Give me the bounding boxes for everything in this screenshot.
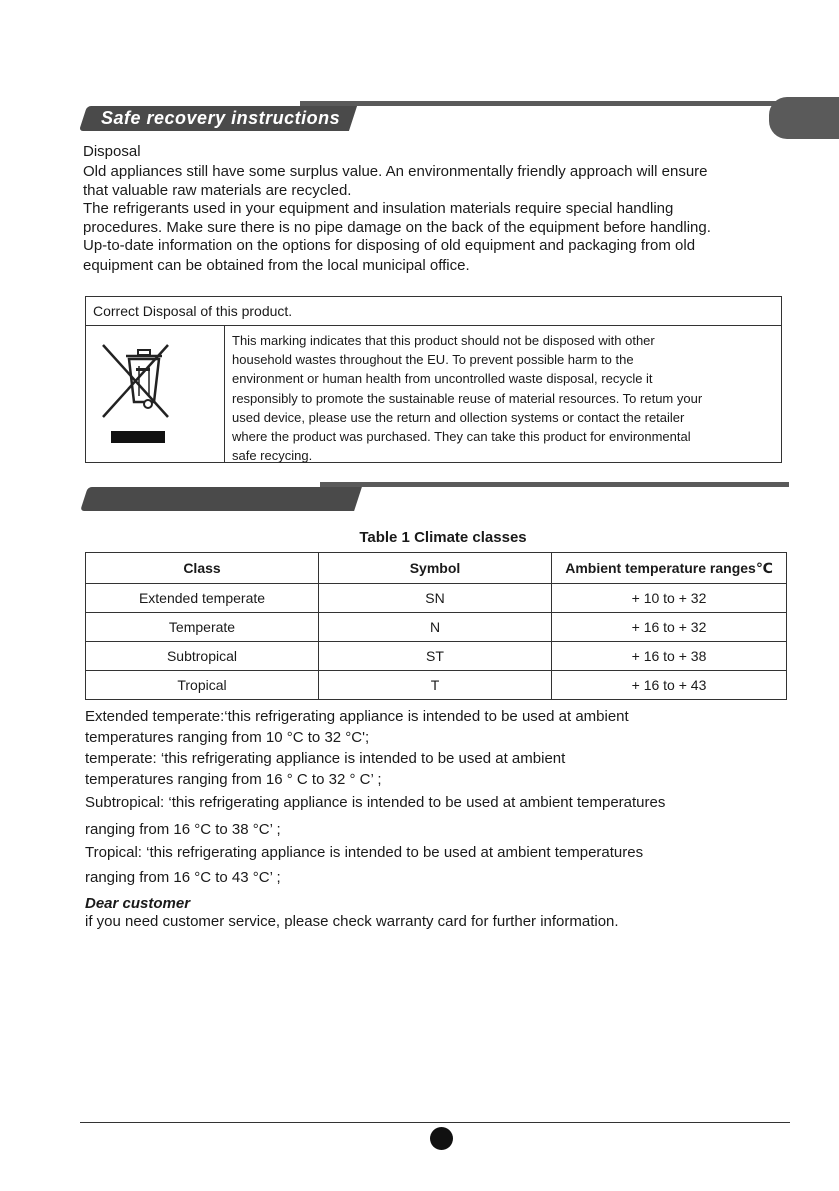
climate-note-line: Subtropical: ‘this refrigerating appliance is intended to be used at ambient temperatures	[85, 794, 666, 811]
header-temperature: Ambient temperature ranges℃	[552, 553, 787, 584]
cell-temperature: + 10 to + 32	[552, 584, 787, 613]
section1-rule	[300, 101, 789, 106]
climate-table	[85, 552, 787, 700]
disposal-heading: Disposal	[83, 143, 141, 160]
disposal-box-line: This marking indicates that this product should not be disposed with other	[232, 333, 655, 348]
dear-customer-text: if you need customer service, please check warranty card for further information.	[85, 913, 619, 930]
disposal-box-line: responsibly to promote the sustainable reuse of material resources. To retum your	[232, 390, 703, 406]
disposal-box-line: safe recycing.	[232, 448, 313, 464]
disposal-line: procedures. Make sure there is no pipe damage on the back of the equipment before handling.	[83, 219, 711, 236]
disposal-line: that valuable raw materials are recycled.	[83, 182, 352, 199]
weee-crossed-bin-icon	[86, 326, 225, 463]
disposal-box-line: used device, please use the return and ollection systems or contact the retailer	[232, 409, 685, 425]
weee-icon-cell	[86, 326, 225, 463]
disposal-line: Up-to-date information on the options for disposing of old equipment and packaging from old	[83, 237, 696, 254]
cell-temperature: + 16 to + 32	[552, 613, 787, 642]
section1-title: Safe recovery instructions	[101, 108, 341, 128]
disposal-box-line: household wastes throughout the EU. To prevent possible harm to the	[232, 352, 634, 368]
table-row	[86, 613, 787, 642]
table-row	[86, 671, 787, 700]
disposal-line: The refrigerants used in your equipment and insulation materials require special handling	[83, 200, 674, 217]
cell-symbol: ST	[319, 642, 552, 671]
side-tab	[769, 97, 839, 139]
disposal-box	[85, 296, 782, 463]
climate-table-title: Table 1 Climate classes	[359, 529, 527, 546]
section2-rule	[320, 482, 789, 487]
table-header-row	[86, 553, 787, 584]
section1-banner	[79, 106, 357, 131]
table-row	[86, 584, 787, 613]
dear-customer-title: Dear customer	[85, 895, 191, 912]
cell-symbol: T	[319, 671, 552, 700]
disposal-line: equipment can be obtained from the local municipal office.	[83, 257, 470, 274]
header-class: Class	[86, 553, 319, 584]
disposal-box-header: Correct Disposal of this product.	[86, 297, 781, 326]
header-symbol: Symbol	[319, 553, 552, 584]
climate-note-line: temperate: ‘this refrigerating appliance is intended to be used at ambient	[85, 750, 566, 767]
climate-note-line: temperatures ranging from 10 °C to 32 °C';	[85, 729, 370, 746]
cell-class: Temperate	[86, 613, 319, 642]
cell-class: Tropical	[86, 671, 319, 700]
section2-banner	[80, 487, 362, 511]
cell-temperature: + 16 to + 38	[552, 642, 787, 671]
cell-class: Subtropical	[86, 642, 319, 671]
cell-symbol: SN	[319, 584, 552, 613]
climate-notes	[85, 706, 785, 888]
climate-note-line: ranging from 16 °C to 38 °C’ ;	[85, 821, 281, 838]
disposal-box-text	[232, 331, 792, 465]
disposal-box-line: where the product was purchased. They can take this product for environmental	[232, 429, 691, 445]
climate-note-line: Tropical: ‘this refrigerating appliance is intended to be used at ambient temperatures	[85, 844, 644, 861]
disposal-line: Old appliances still have some surplus value. An environmentally friendly approach will ensure	[83, 163, 708, 180]
page-number-dot	[430, 1127, 453, 1150]
footer-rule	[80, 1122, 790, 1123]
disposal-box-line: environment or human health from uncontrolled waste disposal, recycle it	[232, 371, 653, 387]
climate-note-line: Extended temperate:‘this refrigerating appliance is intended to be used at ambient	[85, 708, 629, 725]
climate-note-line: temperatures ranging from 16 ° C to 32 ° C’ ;	[85, 771, 382, 788]
cell-temperature: + 16 to + 43	[552, 671, 787, 700]
cell-class: Extended temperate	[86, 584, 319, 613]
table-row	[86, 642, 787, 671]
climate-note-line: ranging from 16 °C to 43 °C’ ;	[85, 869, 281, 886]
cell-symbol: N	[319, 613, 552, 642]
